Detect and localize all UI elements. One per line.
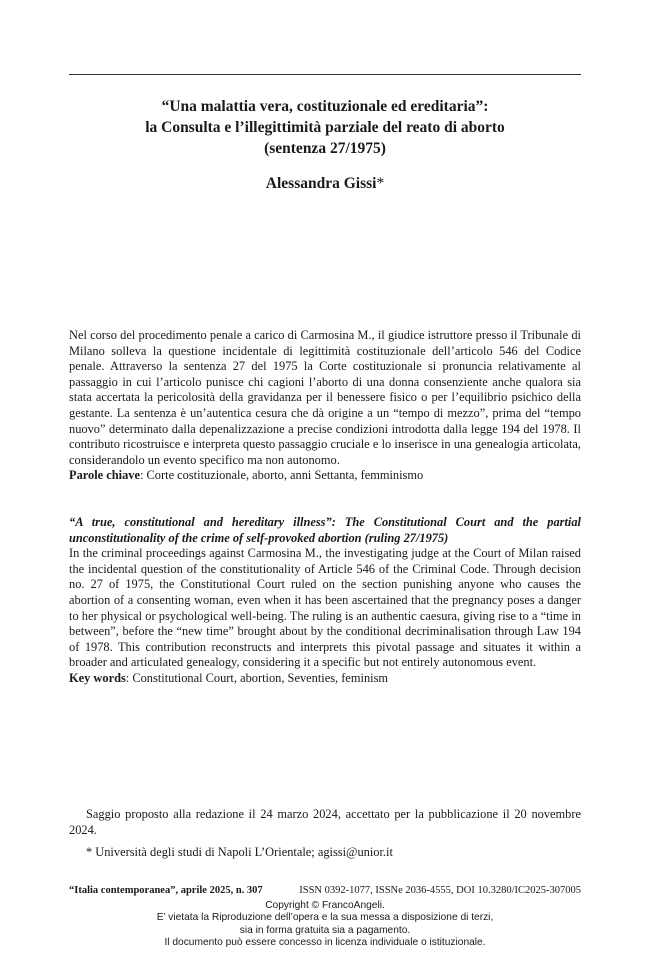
abstract-english-text: In the criminal proceedings against Carmosina M., the investigating judge at the Court of Milan raised the incidental question of the constitutionality of Article 546 of the Criminal Code. Through decision no. 27 of 1975, the Constitutional Court ruled on the section punishing anyone who causes the abortion of a consenting woman, even when it has been ascertained that the pregnancy poses a danger to her physical or psychological well-being. The ruling is an authentic caesura, giving rise to a “time in between”, before the “new time” brought about by the conditional decriminalisation through Law 194 of 1978. This contribution reconstructs and interprets this pivotal passage and situates it within a broader and articulated genealogy, considering it a specific but not entirely autonomous event.: [69, 546, 581, 670]
article-title: [69, 96, 581, 159]
title-line-1: “Una malattia vera, costituzionale ed ereditaria”:: [161, 98, 489, 115]
abstract-italian-text: Nel corso del procedimento penale a carico di Carmosina M., il giudice istruttore presso il Tribunale di Milano solleva la questione incidentale di legittimità costituzionale dell’articolo 546 del Codice penale. Attraverso la sentenza 27 del 1975 la Corte costituzionale si pronuncia relativamente al passaggio in cui l’articolo punisce chi cagioni l’aborto di una donna consenziente anche qualora sia stata accertata la pericolosità della gravidanza per il benessere fisico o per l’equilibrio psichico della gestante. La sentenza è un’autentica cesura che dà origine a un “tempo di mezzo”, prima del “tempo nuovo” determinato dalla depenalizzazione a precise condizioni introdotta dalla legge 194 del 1978. Il contributo ricostruisce e interpreta questo passaggio cruciale e lo inserisce in una genealogia articolata, considerandolo un evento specifico ma non autonomo.: [69, 328, 581, 467]
keywords-english: [69, 671, 581, 687]
title-line-2: la Consulta e l’illegittimità parziale del reato di aborto: [145, 119, 505, 136]
journal-reference: “Italia contemporanea”, aprile 2025, n. 307: [69, 885, 263, 896]
top-rule: [69, 74, 581, 75]
abstract-english: [69, 515, 581, 687]
author-name: Alessandra Gissi: [265, 175, 377, 192]
keywords-italian-values: : Corte costituzionale, aborto, anni Settanta, femminismo: [140, 468, 424, 483]
submission-note: Saggio proposto alla redazione il 24 marzo 2024, accettato per la pubblicazione il 20 novembre 2024.: [69, 807, 581, 837]
copyright-line-4: Il documento può essere concesso in licenza individuale o istituzionale.: [164, 936, 486, 948]
copyright-line-1: Copyright © FrancoAngeli.: [265, 900, 385, 911]
abstract-english-title: “A true, constitutional and hereditary illness”: The Constitutional Court and the partial unconstitutionality of the crime of self-provoked abortion (ruling 27/1975): [69, 515, 581, 545]
keywords-english-values: : Constitutional Court, abortion, Seventies, feminism: [125, 670, 389, 685]
keywords-italian-label: Parole chiave: [69, 468, 140, 483]
copyright-line-2: E’ vietata la Riproduzione dell’opera e la sua messa a disposizione di terzi,: [156, 912, 494, 924]
page-footer: [69, 885, 581, 896]
title-line-3: (sentenza 27/1975): [264, 140, 386, 157]
affiliation-footnote: * Università degli studi di Napoli L’Orientale; agissi@unior.it: [86, 845, 393, 859]
copyright-notice: [0, 900, 650, 949]
abstract-italian: [69, 328, 581, 484]
author: [69, 175, 581, 193]
author-footnote-mark: *: [376, 175, 385, 192]
keywords-english-label: Key words: [69, 670, 126, 685]
keywords-italian: [69, 468, 581, 484]
issn-doi: ISSN 0392-1077, ISSNe 2036-4555, DOI 10.3280/IC2025-307005: [299, 885, 581, 896]
copyright-line-3: sia in forma gratuita sia a pagamento.: [239, 924, 411, 936]
